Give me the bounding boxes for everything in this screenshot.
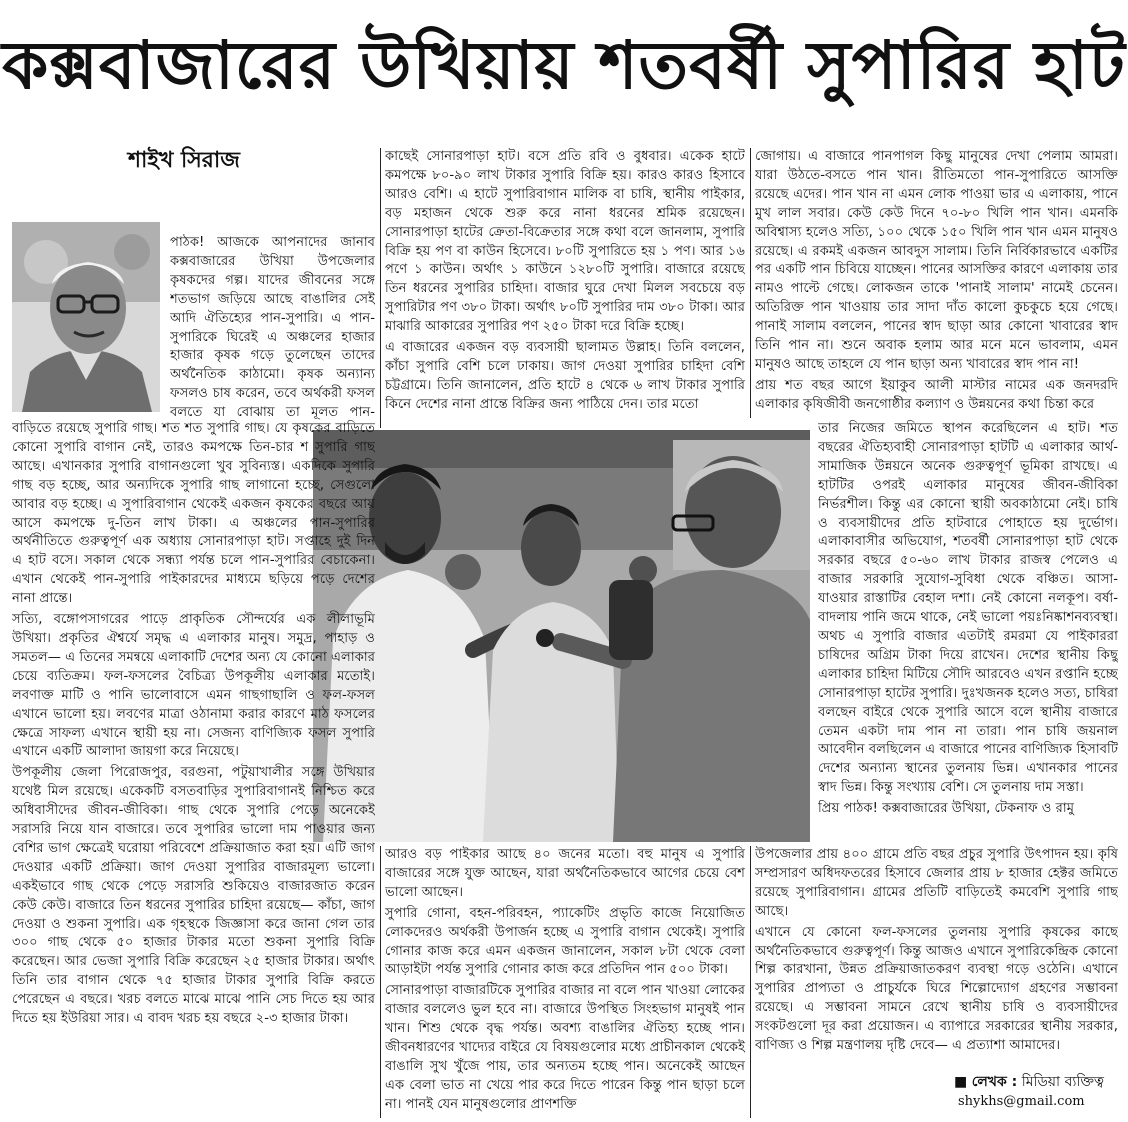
paragraph: উপকূলীয় জেলা পিরোজপুর, বরগুনা, পটুয়াখালীর সঙ্গে উখিয়ার যথেষ্ট মিল রয়েছে। একেকটি বসতবাড়ির সুপারিবাগানই নিশ্চিত করে অধিবাসীদের জীবন-জীবিকা। গাছ থেকে সুপারি পেড়ে অনেকেই সরাসরি নিয়ে যান বাজারে। তবে সুপারির ভালো দাম পাওয়ার জন্য বেশির ভাগ ক্ষেত্রেই ঘরোয়া পরিবেশে প্রক্রিয়াজাত করা হয়। এটি জাগ দেওয়ার একটি প্রক্রিয়া। জাগ দেওয়া সুপারির বাজারমূল্য ভালো। একইভাবে গাছ থেকে পেড়ে সরাসরি শুকিয়েও বাজারজাত করেন কেউ কেউ। বাজারে তিন ধরনের সুপারির চাহিদা রয়েছে— কাঁচা, জাগ দেওয়া ও শুকনা সুপারি। এক গৃহস্থকে জিজ্ঞাসা করে জানা গেল তার ৩০০ গাছ থেকে ৫০ হাজার টাকার মতো শুকনা সুপারি বিক্রি করেছেন। আর ভেজা সুপারি বিক্রি করেছেন ২৫ হাজার টাকার। অর্থাৎ তিনি তার বাগান থেকে ৭৫ হাজার টাকার সুপারি বিক্রি করতে পেরেছেন এ বছরে। খরচ বলতে মাঝে মাঝে পানি সেচ দিতে হয় আর দিতে হয় ইউরিয়া সার। এ বাবদ খরচ হয় বছরে ২-৩ হাজার টাকা। [12,765,375,1027]
column-1-main [12,420,375,1120]
paragraph: কাছেই সোনারপাড়া হাট। বসে প্রতি রবি ও বুধবার। একেক হাটে কমপক্ষে ৮০-৯০ লাখ টাকার সুপারি বিক্রি হয়। কারও কারও হিসাবে আরও বেশি। এ হাটে সুপারিবাগান মালিক বা চাষি, স্থানীয় পাইকার, বড় মহাজন থেকে শুরু করে নানা ধরনের শ্রমিক রয়েছেন। সোনারপাড়া হাটের ক্রেতা-বিক্রেতার সঙ্গে কথা বলে জানলাম, সুপারি বিক্রি হয় পণ বা কাউন হিসেবে। ৮০টি সুপারিতে হয় ১ পণ। আর ১৬ পণে ১ কাউন। অর্থাৎ ১ কাউনে ১২৮০টি সুপারি। বাজারে রয়েছে তিন ধরনের সুপারির চাহিদা। বাজার ঘুরে দেখা মিলল সবচেয়ে বড় সুপারিটার পণ ৩৮০ টাকা। অর্থাৎ ৮০টি সুপারির দাম ৩৮০ টাকা। আর মাঝারি আকারের সুপারির পণ ২৫০ টাকা দরে বিক্রি হচ্ছে। [385,149,745,335]
paragraph: সুপারি গোনা, বহন-পরিবহন, প্যাকেটিং প্রভৃতি কাজে নিয়োজিত লোকদেরও অর্থকরী উপার্জন হচ্ছে এ সুপারি বাগান থেকেই। সুপারি গোনার কাজ করে এমন একজন জানালেন, সকাল ৮টা থেকে বেলা আড়াইটা পর্যন্ত সুপারি গোনার কাজ করে প্রতিদিন পান ৫০০ টাকা। [385,905,745,978]
paragraph: তার নিজের জমিতে স্থাপন করেছিলেন এ হাট। শত বছরের ঐতিহ্যবাহী সোনারপাড়া হাটটি এ এলাকার আর্থ-সামাজিক উন্নয়নে অনেক গুরুত্বপূর্ণ ভূমিকা রাখছে। এ হাটটির ওপরই এলাকার মানুষের জীবন-জীবিকা নির্ভরশীল। কিন্তু এর কোনো স্থায়ী অবকাঠামো নেই। চাষি ও ব্যবসায়ীদের প্রতি হাটবারে পোহাতে হয় দুর্ভোগ। এলাকাবাসীর অভিযোগ, শতবর্ষী সোনারপাড়া হাট থেকে সরকার বছরে ৫০-৬০ লাখ টাকার রাজস্ব পেলেও এ বাজার সরকারি সুযোগ-সুবিধা থেকে বঞ্চিত। আসা-যাওয়ার রাস্তাটির বেহাল দশা। নেই কোনো নলকূপ। বর্ষা-বাদলায় পানি জমে থাকে, নেই ভালো পয়ঃনিষ্কাশনব্যবস্থা। অথচ এ সুপারি বাজার এতটাই রমরমা যে পাইকাররা চাষিদের অগ্রিম টাকা দিয়ে রাখেন। দেশের স্থানীয় কিছু এলাকার চাহিদা মিটিয়ে সৌদি আরবেও এখন রপ্তানি হচ্ছে সোনারপাড়া হাটের সুপারি। দুঃখজনক হলেও সত্য, চাষিরা বলছেন বাইরে থেকে সুপারি আসে বলে স্থানীয় বাজারে তেমন একটা দাম পান না তারা। পান চাষি জয়নাল আবেদীন বলছিলেন এ বাজারে পানের বাণিজ্যিক হিসাবটি দেশের অন্যান্য স্থানের তুলনায় ভিন্ন। এখানকার পানের স্বাদ ভিন্ন। কিন্তু সংখ্যায় বেশি। সে তুলনায় দাম সস্তা। [818,421,1118,796]
column-2-bottom [385,846,745,1118]
column-2-top [385,148,745,428]
market-photo-illustration [313,430,810,842]
author-email: shykhs@gmail.com [958,1094,1085,1109]
bullet-icon: ■ [954,1074,968,1090]
paragraph: প্রায় শত বছর আগে ইয়াকুব আলী মাস্টার নামের এক জনদরদি এলাকার কৃষিজীবী জনগোষ্ঠীর কল্যাণ ও উন্নয়নের কথা চিন্তা করে [755,377,1118,412]
paragraph: উপজেলার প্রায় ৪০০ গ্রামে প্রতি বছর প্রচুর সুপারি উৎপাদন হয়। কৃষি সম্প্রসারণ অধিদফতরের হিসাবে জেলার প্রায় ৮ হাজার হেক্টর জমিতে রয়েছে সুপারিবাগান। গ্রামের প্রতিটি বাড়িতেই কমবেশি সুপারি গাছ আছে। [755,847,1118,919]
paragraph: জোগায়। এ বাজারে পানপাগল কিছু মানুষের দেখা পেলাম আমরা। যারা উঠতে-বসতে পান খান। রীতিমতো পান-সুপারিতে আসক্তি রয়েছে এদের। পান খান না এমন লোক পাওয়া ভার এ এলাকায়, পানে মুখ লাল সবার। কেউ কেউ দিনে ৭০-৮০ খিলি পান খান। এমনকি অবিশ্বাস্য হলেও সত্যি, ১০০ থেকে ১৫০ খিলি পান খান এমন মানুষও রয়েছে। এ রকমই একজন আবদুস সালাম। তিনি নির্বিকারভাবে একটির পর একটি পান চিবিয়ে যাচ্ছেন। পানের আসক্তির কারণে এলাকায় তার নামও পাল্টে গেছে। লোকজন তাকে 'পানাই সালাম' নামেই চেনেন। অতিরিক্ত পান খাওয়ায় তার সাদা দাঁত কালো কুচকুচে হয়ে গেছে। পানাই সালাম বললেন, পানের স্বাদ ছাড়া আর কোনো খাবারের স্বাদ তিনি পান না। শুনে অবাক হলাম আর মনে মনে ভাবলাম, এমন মানুষও আছে তাহলে যে পান ছাড়া অন্য খাবারের স্বাদ পান না! [755,149,1118,372]
paragraph: সোনারপাড়া বাজারটিকে সুপারির বাজার না বলে পান খাওয়া লোকের বাজার বললেও ভুল হবে না। বাজারে উপস্থিত সিংহভাগ মানুষই পান খান। শিশু থেকে বৃদ্ধ পর্যন্ত। অবশ্য বাঙালির ঐতিহ্য হচ্ছে পান। জীবনধারণের খাদ্যের বাইরে যে বিষয়গুলোর মধ্যে প্রাচীনকাল থেকেই বাঙালি সুখ খুঁজে পায়, তার অন্যতম হচ্ছে পান। অনেকেই আছেন এক বেলা ভাত না খেয়ে পার করে দিতে পারেন কিন্তু পান ছাড়া চলে না। পানই যেন মানুষগুলোর প্রাণশক্তি [385,983,745,1112]
column-3-middle [818,420,1118,846]
column-rule-left [380,148,381,428]
column-rule-right-lower [750,846,751,1118]
paragraph: প্রিয় পাঠক! কক্সবাজারের উখিয়া, টেকনাফ ও রামু [818,801,1075,817]
author-label: লেখক : [971,1074,1018,1090]
column-1-intro [170,234,375,420]
author-portrait [12,222,160,412]
author-role: মিডিয়া ব্যক্তিত্ব [1021,1074,1104,1090]
paragraph: পাঠক! আজকে আপনাদের জানাব কক্সবাজারের উখিয়া উপজেলার কৃষকদের গল্প। যাদের জীবনের সঙ্গে শতভাগ জড়িয়ে আছে বাঙালির সেই আদি ঐতিহ্যের পান-সুপারি। এ পান-সুপারিকে ঘিরেই এ অঞ্চলের হাজার হাজার কৃষক গড়ে তুলেছেন তাদের অর্থনৈতিক কাঠামো। কৃষক অন্যান্য ফসলও চাষ করেন, তবে অর্থকরী ফসল বলতে যা বোঝায় তা মূলত পান- [170,235,375,420]
column-3-top [755,148,1118,418]
paragraph: এখানে যে কোনো ফল-ফসলের তুলনায় সুপারি কৃষকের কাছে অর্থনৈতিকভাবে গুরুত্বপূর্ণ। কিন্তু আজও এখানে সুপারিকেন্দ্রিক কোনো শিল্প কারখানা, উন্নত প্রক্রিয়াজাতকরণ ব্যবস্থা গড়ে ওঠেনি। এখানে সুপারির প্রাপ্যতা ও প্রাচুর্যকে ঘিরে শিল্পোদ্যোগ গ্রহণের সম্ভাবনা রয়েছে। এ সম্ভাবনা সামনে রেখে স্থানীয় চাষি ও ব্যবসায়ীদের সংকটগুলো দূর করা প্রয়োজন। এ ব্যাপারে সরকারের স্থানীয় সরকার, বাণিজ্য ও শিল্প মন্ত্রণালয় দৃষ্টি দেবে— এ প্রত্যাশা আমাদের। [755,924,1118,1054]
market-photo [313,430,810,842]
paragraph: এ বাজারের একজন বড় ব্যবসায়ী ছালামত উল্লাহ। তিনি বললেন, কাঁচা সুপারি বেশি চলে ঢাকায়। জাগ দেওয়া সুপারির চাহিদা বেশি চট্টগ্রামে। তিনি জানালেন, প্রতি হাটে ৪ থেকে ৬ লাখ টাকার সুপারি কিনে দেশের নানা প্রান্তে বিক্রির জন্য পাঠিয়ে দেন। তার মতো [385,340,745,412]
headline: কক্সবাজারের উখিয়ায় শতবর্ষী সুপারির হাট [2,27,1126,104]
column-rule-left-lower [380,846,381,1118]
column-3-bottom [755,846,1118,1068]
paragraph: আরও বড় পাইকার আছে ৪০ জনের মতো। বহু মানুষ এ সুপারি বাজারের সঙ্গে যুক্ত আছেন, যারা অর্থনৈতিকভাবে আগের চেয়ে বেশ ভালো আছেন। [385,847,745,900]
paragraph: বাড়িতে রয়েছে সুপারি গাছ। শত শত সুপারি গাছ। যে কৃষকের বাড়িতে কোনো সুপারি বাগান নেই, তারও কমপক্ষে তিন-চার শ সুপারি গাছ আছে। এখানকার সুপারি বাগানগুলো খুব সুবিন্যস্ত। একদিকে সুপারি গাছ বড় হচ্ছে, আর অন্যদিকে সুপারি গাছ লাগানো হচ্ছে, সেগুলো আবার বড় হচ্ছে। এ সুপারিবাগান থেকেই একজন কৃষকের বছরে আয় আসে কমপক্ষে দু-তিন লাখ টাকা। এ অঞ্চলের পান-সুপারির অর্থনীতিতে গুরুত্বপূর্ণ এক অধ্যায় সোনারপাড়া হাট। সপ্তাহে দুই দিন এ হাট বসে। সকাল থেকে সন্ধ্যা পর্যন্ত চলে পান-সুপারির বেচাকেনা। এখান থেকেই পান-সুপারি পাইকারদের মাধ্যমে ছড়িয়ে পড়ে দেশের নানা প্রান্তে। [12,421,375,607]
author-portrait-illustration [12,222,160,412]
paragraph: সত্যি, বঙ্গোপসাগরের পাড়ে প্রাকৃতিক সৌন্দর্যের এক লীলাভূমি উখিয়া। প্রকৃতির ঐশ্বর্যে সমৃদ্ধ এ এলাকার মানুষ। সমুদ্র, পাহাড় ও সমতল— এ তিনের সমন্বয়ে এলাকাটি দেশের অন্য যে কোনো এলাকার চেয়ে ব্যতিক্রম। ফল-ফসলের বৈচিত্র্য উপকূলীয় এলাকার মতোই। লবণাক্ত মাটি ও পানি ভালোবাসে এমন গাছগাছালি ও ফল-ফসল এখানে ভালো হয়। লবণের মাত্রা ওঠানামা করার কারণে মাঠ ফসলের ক্ষেত্রে সাফল্য এখানে স্থায়ী হয় না। সেজন্য বাণিজ্যিক ফসল সুপারি এখানে একটি আলাদা জায়গা করে নিয়েছে। [12,612,375,760]
author-credit [954,1072,1104,1092]
byline: শাইখ সিরাজ [128,148,240,173]
column-rule-right [750,148,751,418]
